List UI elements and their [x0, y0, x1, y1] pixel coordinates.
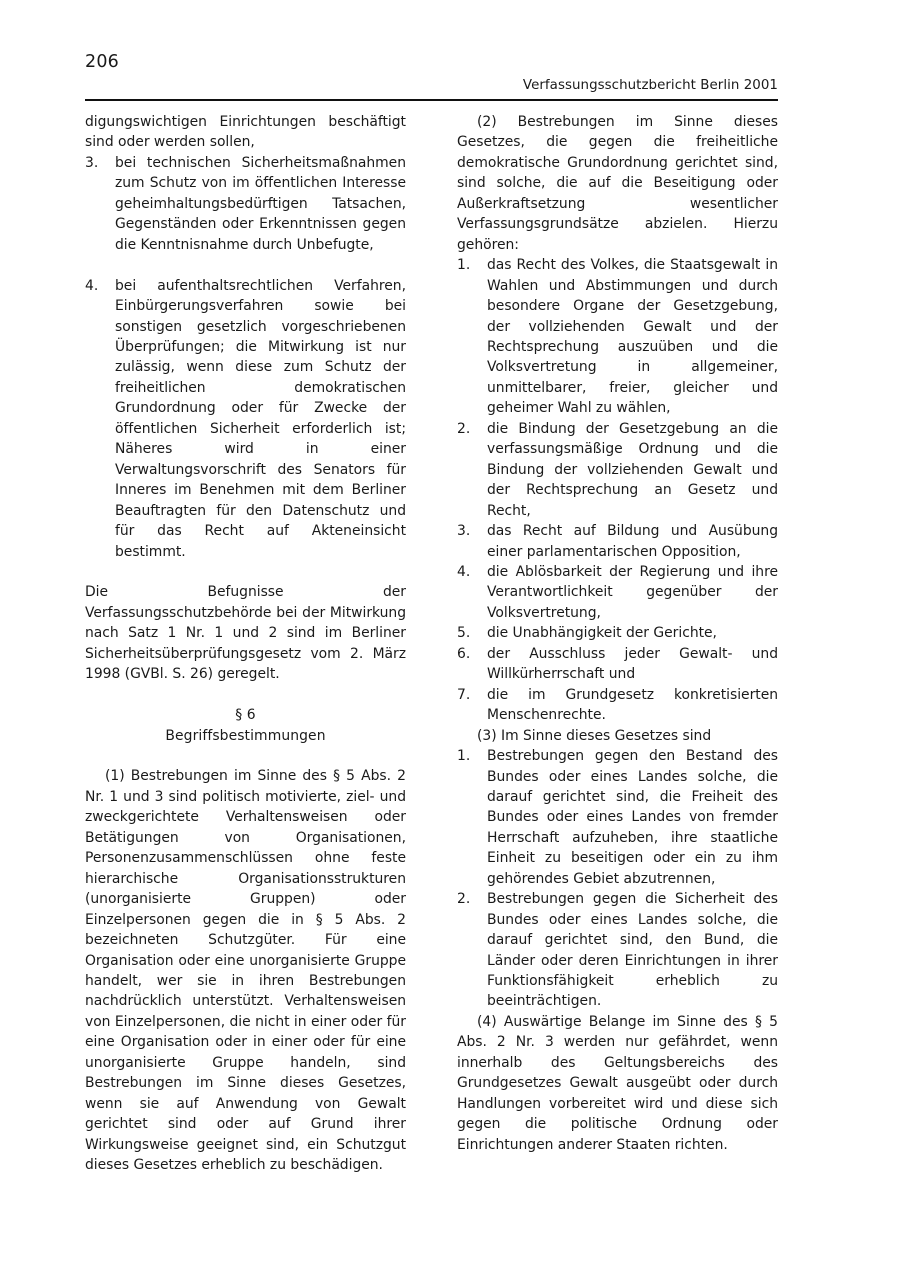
list-item-body — [487, 562, 778, 623]
paragraph-4: (4) Auswärtige Belange im Sinne des § 5 Abs. 2 Nr. 3 werden nur gefährdet, wenn innerhalb des Geltungsbereichs des Grundgesetzes Gewalt ausgeübt oder durch Handlungen vorbereitet wird und diese sich gegen die politische Ordnung oder Einrichtungen anderer Staaten richten. — [457, 1013, 778, 1153]
page-header — [85, 52, 778, 101]
list-item — [457, 746, 778, 889]
list-item-text: das Recht auf Bildung und Ausübung einer parlamentarischen Opposition, — [487, 523, 778, 560]
list-item — [457, 419, 778, 521]
list-item-number: 1. — [457, 748, 471, 765]
list-item — [85, 153, 406, 255]
list-item — [457, 644, 778, 685]
list-item-text: Bestrebungen gegen die Sicherheit des Bundes oder eines Landes solche, die darauf gerichtet sind, den Bund, die Länder oder deren Einrichtungen in ihrer Funktionsfähigkeit erheblich zu beeinträchtigen. — [487, 891, 778, 1010]
list-item — [457, 889, 778, 1012]
spacer — [85, 685, 406, 705]
list-item-text: das Recht des Volkes, die Staatsgewalt in Wahlen und Abstimmungen und durch besondere Organe der Gesetzgebung, der vollziehenden Gewalt und der Rechtsprechung auszuüben und die Volksvertretung in allgemeiner, unmittelbarer, freier, gleicher und geheimer Wahl zu wählen, — [487, 257, 778, 417]
list-item-body — [487, 623, 778, 643]
list-item — [85, 276, 406, 562]
list-item-text: der Ausschluss jeder Gewalt- und Willkürherrschaft und — [487, 645, 778, 683]
list-item-number: 7. — [457, 686, 471, 703]
right-column — [457, 112, 778, 1176]
paragraph-1: (1) Bestrebungen im Sinne des § 5 Abs. 2 Nr. 1 und 3 sind politisch motivierte, ziel- und zweckgerichtete Verhaltensweisen oder Betätigungen von Organisationen, Personenzusammenschlüssen ohne feste hierarchische Organisationsstrukturen (unorganisierte Gruppen) oder Einzelpersonen gegen die in § 5 Abs. 2 bezeichneten Schutzgüter. Für eine Organisation oder eine unorganisierte Gruppe handelt, wer sie in ihren Bestrebungen nachdrücklich unterstützt. Verhaltensweisen von Einzelpersonen, die nicht in einer oder für eine Organisation oder in einer oder für eine unorganisierte Gruppe handeln, sind Bestrebungen im Sinne dieses Gesetzes, wenn sie auf Anwendung von Gewalt gerichtet sind oder auf Grund ihrer Wirkungsweise geeignet sind, ein Schutzgut dieses Gesetzes erheblich zu beschädigen. — [85, 768, 406, 1174]
list-item-number: 3. — [85, 154, 99, 171]
list-item-body — [115, 153, 406, 255]
header-row — [85, 52, 778, 96]
paragraph-2: (2) Bestrebungen im Sinne dieses Gesetzes, die gegen die freiheitliche demokratische Grundordnung gerichtet sind, sind solche, die auf die Beseitigung oder Außerkraftsetzung wesentlicher Verfassungsgrundsätze abzielen. Hierzu gehören: — [457, 114, 778, 253]
list-item-number: 2. — [457, 891, 471, 908]
body-columns — [85, 112, 778, 1176]
spacer — [85, 255, 406, 275]
paragraph-3-intro: (3) Im Sinne dieses Gesetzes sind — [477, 727, 712, 744]
list-item-body — [487, 889, 778, 1012]
list-item-number: 2. — [457, 420, 471, 437]
list-item — [457, 562, 778, 623]
list-item-text: die Unabhängigkeit der Gerichte, — [487, 625, 717, 642]
list-item-body — [487, 521, 778, 562]
list-item-text: bei technischen Sicherheitsmaßnahmen zum Schutz von im öffentlichen Interesse geheimhaltungsbedürftigen Tatsachen, Gegenständen oder Erkenntnissen gegen die Kenntnisnahme durch Unbefugte, — [115, 154, 406, 253]
list-item-body — [487, 419, 778, 521]
list-item-text: Bestrebungen gegen den Bestand des Bundes oder eines Landes solche, die darauf gerichtet sind, die Freiheit des Bundes oder eines Landes von fremder Herrschaft aufzuheben, ihre staatliche Einheit zu beseitigen oder ein zu ihm gehörendes Gebiet abzutrennen, — [487, 748, 778, 887]
list-item-number: 4. — [457, 563, 471, 580]
section-number: § 6 — [235, 707, 256, 724]
list-item-body — [487, 685, 778, 726]
list-item-text: die Bindung der Gesetzgebung an die verfassungsmäßige Ordnung und die Bindung der vollziehenden Gewalt und der Rechtsprechung an Gesetz und Recht, — [487, 420, 778, 519]
list-item-number: 6. — [457, 645, 471, 662]
left-column — [85, 112, 406, 1176]
list-item — [457, 685, 778, 726]
list-item — [457, 521, 778, 562]
list-item-text: die Ablösbarkeit der Regierung und ihre Verantwortlichkeit gegenüber der Volksvertretung, — [487, 563, 778, 621]
list-item-body — [487, 644, 778, 685]
list-item-text: bei aufenthaltsrechtlichen Verfahren, Einbürgerungsverfahren sowie bei sonstigen gesetzlich vorgeschriebenen Überprüfungen; die Mitwirkung ist nur zulässig, wenn diese zum Schutz der freiheitlichen demokratischen Grundordnung oder für Zwecke der öffentlichen Sicherheit erforderlich ist; Näheres wird in einer Verwaltungsvorschrift des Senators für Inneres im Benehmen mit dem Berliner Beauftragten für den Datenschutz und für das Recht auf Akteneinsicht bestimmt. — [115, 277, 406, 560]
list-item-body — [487, 746, 778, 889]
header-divider — [85, 99, 778, 101]
list-item-number: 3. — [457, 523, 471, 540]
page-number: 206 — [85, 52, 120, 72]
list-item-number: 5. — [457, 625, 471, 642]
list-item-body — [487, 255, 778, 419]
section-heading — [85, 705, 406, 746]
list-item-number: 4. — [85, 277, 99, 294]
continued-item-text: digungswichtigen Einrichtungen beschäftigt sind oder werden sollen, — [85, 114, 406, 151]
spacer — [85, 562, 406, 582]
list-item-number: 1. — [457, 257, 471, 274]
spacer — [85, 746, 406, 766]
list-item — [457, 255, 778, 419]
paragraph-befugnisse: Die Befugnisse der Verfassungsschutzbehörde bei der Mitwirkung nach Satz 1 Nr. 1 und 2 sind im Berliner Sicherheitsüberprüfungsgesetz vom 2. März 1998 (GVBl. S. 26) geregelt. — [85, 584, 406, 683]
report-title: Verfassungsschutzbericht Berlin 2001 — [522, 78, 778, 93]
list-item-body — [115, 276, 406, 562]
list-item-text: die im Grundgesetz konkretisierten Menschenrechte. — [487, 686, 778, 724]
section-title: Begriffsbestimmungen — [165, 727, 326, 744]
list-item — [457, 623, 778, 643]
